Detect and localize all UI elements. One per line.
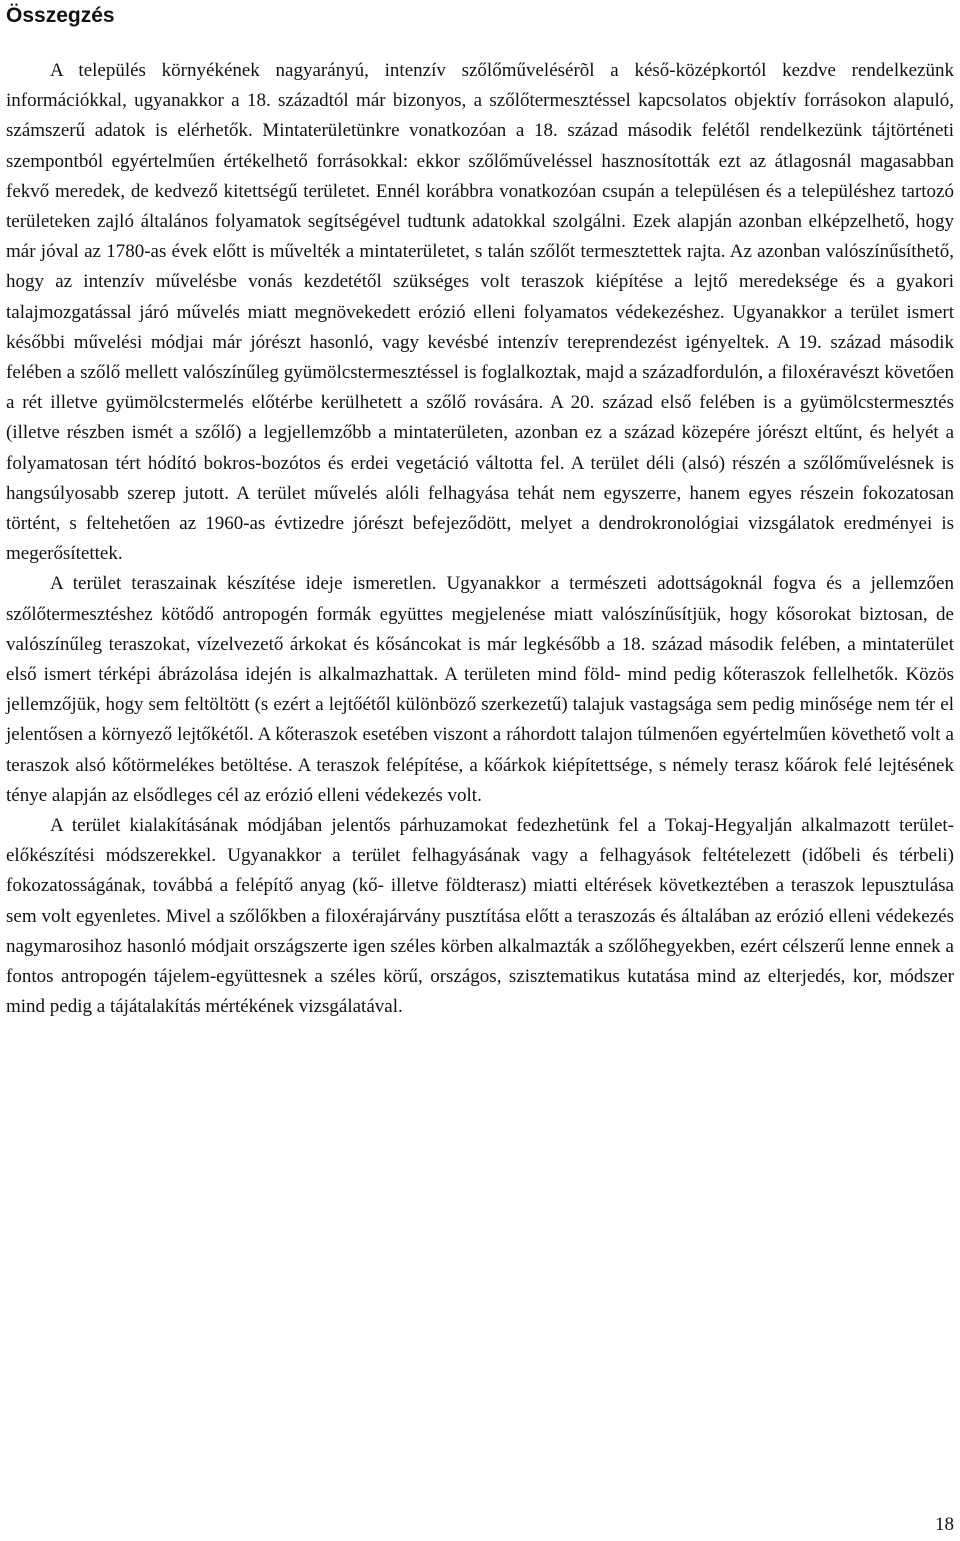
paragraph-terraces: A terület teraszainak készítése ideje ismeretlen. Ugyanakkor a természeti adottságoknál fogva és a jellemzően szőlőtermesztéshez kötődő antropogén formák együttes megjelenése miatt valószínűsítjük, hogy kősorokat biztosan, de valószínűleg teraszokat, vízelvezető árkokat és kősáncokat is már legkésőbb a 18. század második felében, a mintaterület első ismert térképi ábrázolása idején is alkalmazhattak. A területen mind föld- mind pedig kőteraszok fellelhetők. Közös jellemzőjük, hogy sem feltöltött (s ezért a lejtőétől különböző szerkezetű) talajuk vastagsága sem pedig minősége nem tér el jelentősen a környező lejtőkétől. A kőteraszok esetében viszont a ráhordott talajon túlmenően egyértelműen követhető volt a teraszok alsó kőtörmelékes betöltése. A teraszok felépítése, a kőárkok kiépítettsége, s némely terasz kőárok felé lejtésének ténye alapján az elsődleges cél az erózió elleni védekezés volt. bbox=[6, 573, 954, 806]
body-text bbox=[6, 56, 954, 1023]
section-heading: Összegzés bbox=[6, 4, 115, 27]
paragraph-summary: A település környékének nagyarányú, intenzív szőlőművelésérõl a késő-középkortól kezdve rendelkezünk információkkal, ugyanakkor a 18. századtól már bizonyos, a szőlőtermesztéssel kapcsolatos objektív forrásokon alapuló, számszerű adatok is elérhetők. Mintaterületünkre vonatkozóan a 18. század második felétől rendelkezünk tájtörténeti szempontból egyértelműen értékelhető forrásokkal: ekkor szőlőműveléssel hasznosították ezt az átlagosnál magasabban fekvő meredek, de kedvező kitettségű területet. Ennél korábbra vonatkozóan csupán a településen és a településhez tartozó területeken zajló általános folyamatok segítségével tudtunk adatokkal szolgálni. Ezek alapján azonban elképzelhető, hogy már jóval az 1780-as évek előtt is művelték a mintaterületet, s talán szőlőt termesztettek rajta. Az azonban valószínűsíthető, hogy az intenzív művelésbe vonás kezdetétől szükséges volt teraszok kiépítése a lejtő meredeksége és a gyakori talajmozgatással járó művelés miatt megnövekedett erózió elleni folyamatos védekezéshez. Ugyanakkor a terület ismert későbbi művelési módjai már jórészt hasonló, vagy kevésbé intenzív tereprendezést igényeltek. A 19. század második felében a szőlő mellett valószínűleg gyümölcstermesztéssel is foglalkoztak, majd a századfordulón, a filoxéravészt követően a rét illetve gyümölcstermelés előtérbe kerülhetett a szőlő rovására. A 20. század első felében is a gyümölcstermesztés (illetve részben ismét a szőlő) a legjellemzőbb a mintaterületen, azonban ez a század közepére jórészt eltűnt, és helyét a folyamatosan tért hódító bokros-bozótos és erdei vegetáció váltotta fel. A terület déli (alsó) részén a szőlőművelésnek is hangsúlyosabb szerep jutott. A terület művelés alóli felhagyása tehát nem egyszerre, hanem egyes részein fokozatosan történt, s feltehetően az 1960-as évtizedre jórészt befejeződött, melyet a dendrokronológiai vizsgálatok eredményei is megerősítettek. bbox=[6, 60, 954, 565]
page-number: 18 bbox=[935, 1514, 954, 1535]
paragraph-parallels: A terület kialakításának módjában jelentős párhuzamokat fedezhetünk fel a Tokaj-Hegyalján alkalmazott terület-előkészítési módszerekkel. Ugyanakkor a terület felhagyásának vagy a felhagyások feltételezett (időbeli és térbeli) fokozatosságának, továbbá a felépítő anyag (kő- illetve földterasz) miatti eltérések következtében a teraszok lepusztulása sem volt egyenletes. Mivel a szőlőkben a filoxérajárvány pusztítása előtt a teraszozás és általában az erózió elleni védekezés nagymarosihoz hasonló módjait országszerte igen széles körben alkalmazták a szőlőhegyekben, ezért célszerű lenne ennek a fontos antropogén tájelem-együttesnek a széles körű, országos, szisztematikus kutatása mind az elterjedés, kor, módszer mind pedig a tájátalakítás mértékének vizsgálatával. bbox=[6, 815, 954, 1018]
